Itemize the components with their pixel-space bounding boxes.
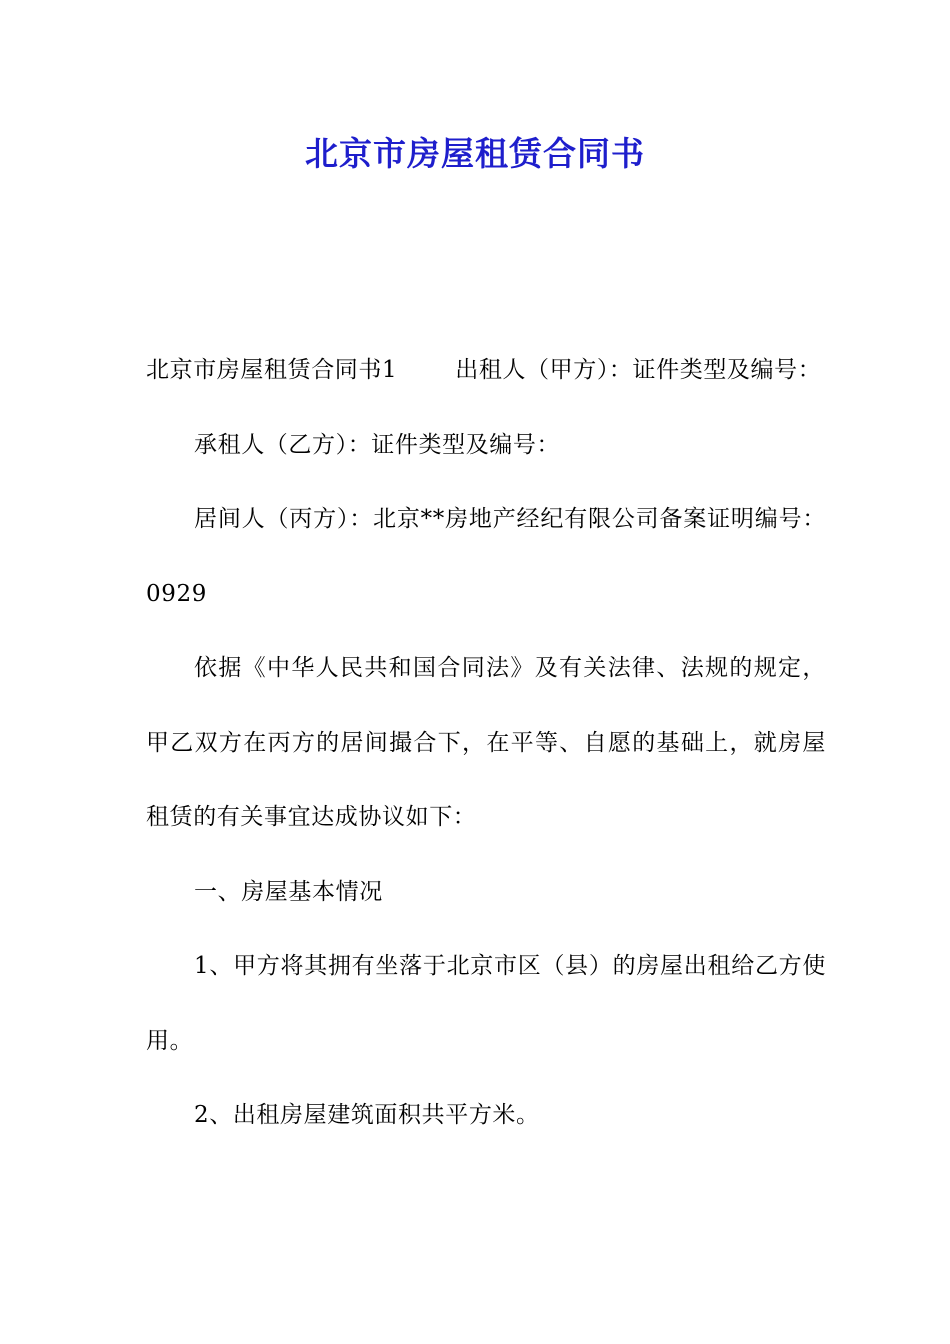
section-heading-house-info: 一、房屋基本情况 [194, 878, 383, 905]
paragraph-lessee: 承租人（乙方）：证件类型及编号： [194, 431, 561, 458]
document-body [146, 333, 826, 1153]
paragraph-intermediary: 居间人（丙方）：北京**房地产经纪有限公司备案证明编号：0929 [146, 506, 826, 607]
paragraph-header-line [146, 333, 826, 408]
clause-2: 2、出租房屋建筑面积共平方米。 [194, 1102, 540, 1128]
paragraph-basis: 依据《中华人民共和国合同法》及有关法律、法规的规定，甲乙双方在丙方的居间撮合下，在平等、自愿的基础上，就房屋租赁的有关事宜达成协议如下： [146, 655, 826, 830]
clause-1: 1、甲方将其拥有坐落于北京市区（县）的房屋出租给乙方使用。 [146, 953, 826, 1054]
document-title: 北京市房屋租赁合同书 [305, 134, 645, 173]
lessor-line: 出租人（甲方）：证件类型及编号： [455, 357, 822, 383]
contract-name-ref: 北京市房屋租赁合同书1 [146, 357, 398, 383]
